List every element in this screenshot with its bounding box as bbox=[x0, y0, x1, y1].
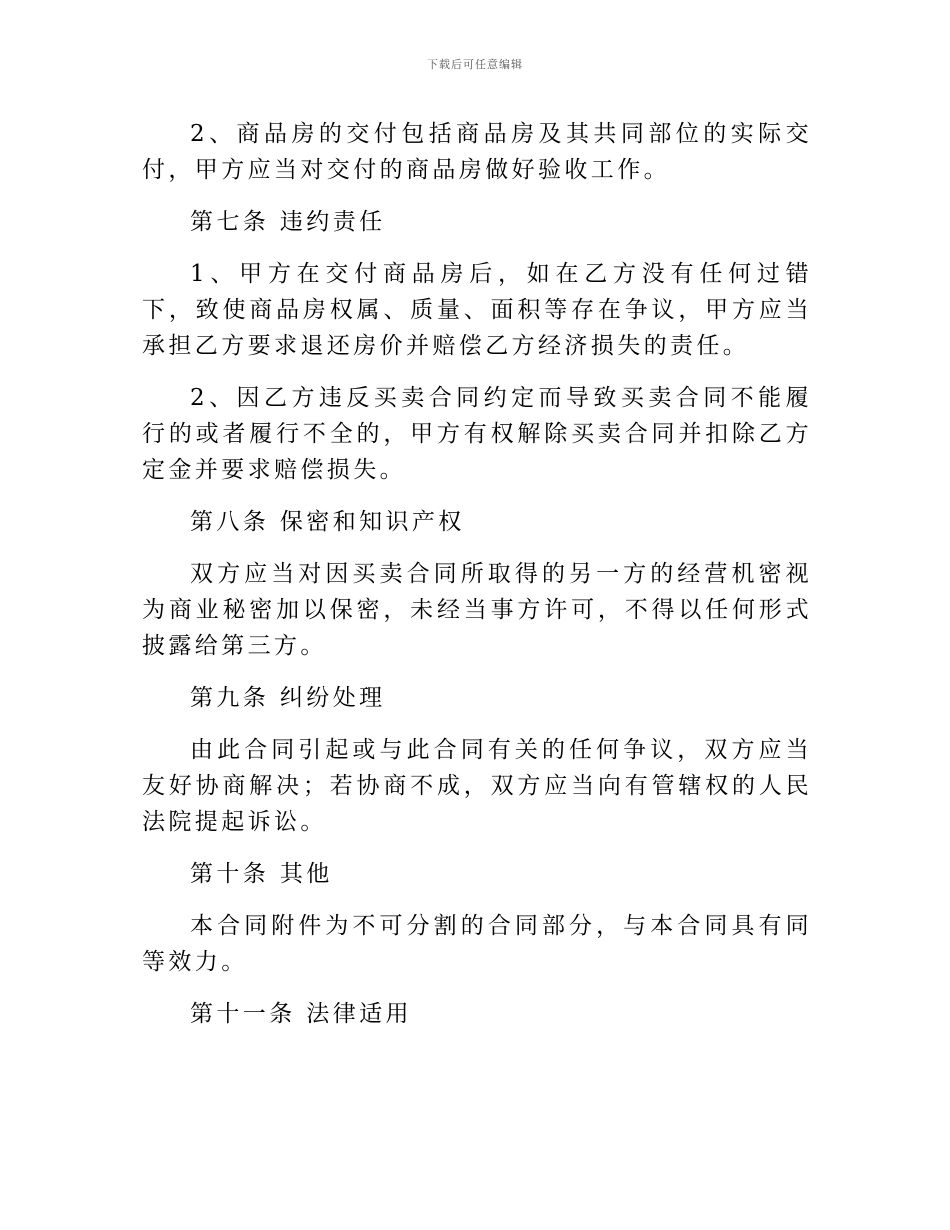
paragraph-other: 本合同附件为不可分割的合同部分，与本合同具有同等效力。 bbox=[142, 913, 812, 975]
paragraph-delivery: 2、商品房的交付包括商品房及其共同部位的实际交付，甲方应当对交付的商品房做好验收工作。 bbox=[142, 121, 812, 183]
paragraph-breach-party-a: 1、甲方在交付商品房后，如在乙方没有任何过错下，致使商品房权属、质量、面积等存在争议，甲方应当承担乙方要求退还房价并赔偿乙方经济损失的责任。 bbox=[142, 261, 812, 359]
paragraph-breach-party-b: 2、因乙方违反买卖合同约定而导致买卖合同不能履行的或者履行不全的，甲方有权解除买卖合同并扣除乙方定金并要求赔偿损失。 bbox=[142, 385, 812, 483]
article-10-heading: 第十条 其他 bbox=[190, 861, 333, 887]
article-7-heading: 第七条 违约责任 bbox=[190, 209, 386, 235]
paragraph-confidentiality: 双方应当对因买卖合同所取得的另一方的经营机密视为商业秘密加以保密，未经当事方许可，不得以任何形式披露给第三方。 bbox=[142, 561, 812, 659]
article-8-heading: 第八条 保密和知识产权 bbox=[190, 509, 465, 535]
article-9-heading: 第九条 纠纷处理 bbox=[190, 685, 386, 711]
paragraph-dispute: 由此合同引起或与此合同有关的任何争议，双方应当友好协商解决；若协商不成，双方应当向有管辖权的人民法院提起诉讼。 bbox=[142, 737, 812, 835]
article-11-heading: 第十一条 法律适用 bbox=[190, 1001, 412, 1027]
header-note: 下载后可任意编辑 bbox=[427, 58, 523, 71]
document-body bbox=[142, 116, 812, 1048]
